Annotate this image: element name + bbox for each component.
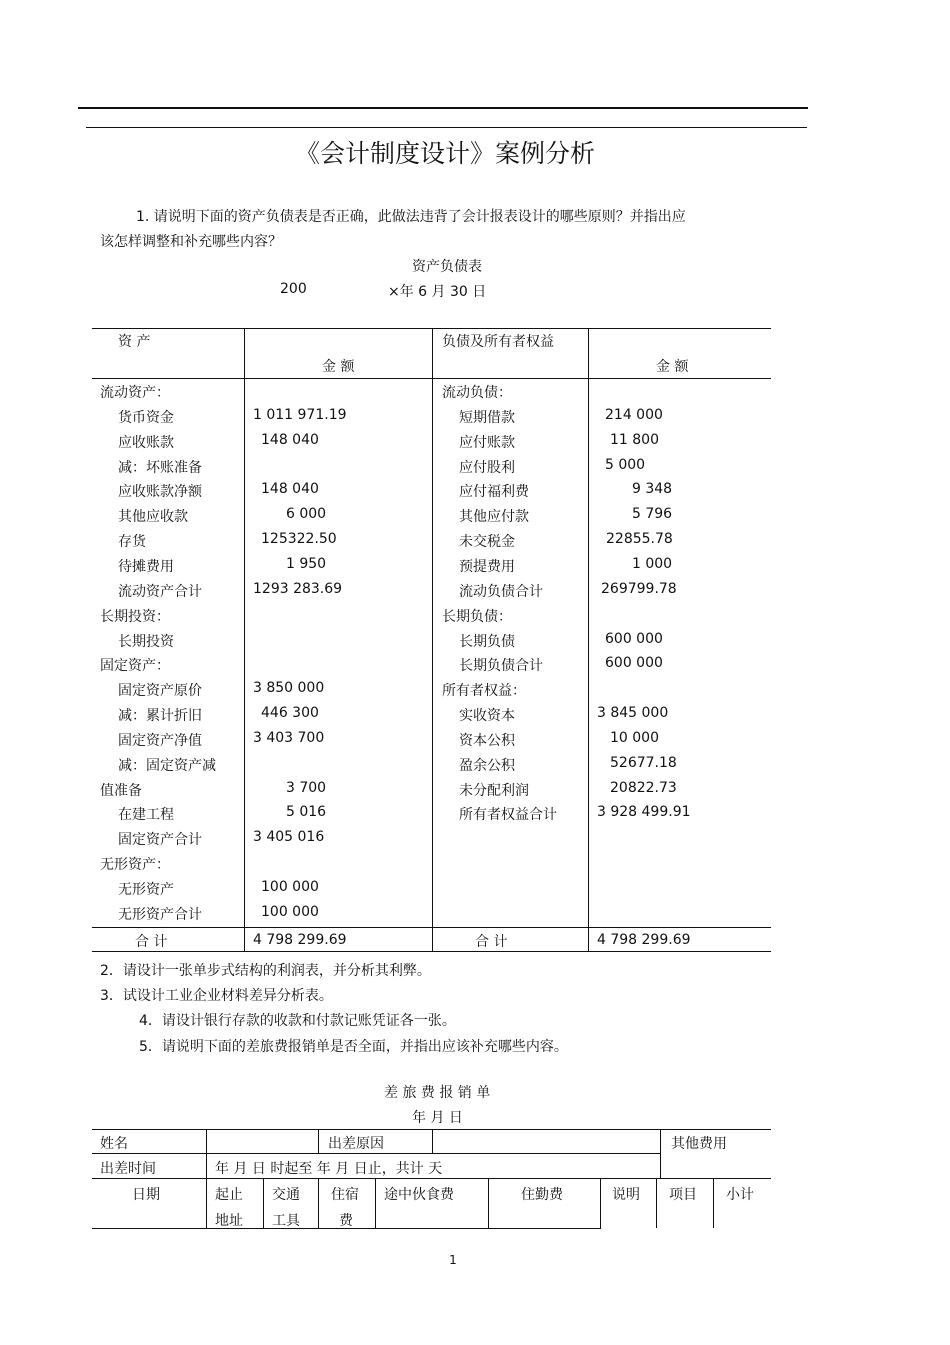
- tf-vline-start: [263, 1178, 264, 1228]
- bs-asset-label: 减：固定资产减: [118, 758, 216, 774]
- bs-asset-label: 在建工程: [118, 807, 174, 823]
- tf-col-date: 日期: [132, 1187, 160, 1203]
- bs-total-liabilities-value: 4 798 299.69: [597, 932, 691, 948]
- bs-bottom-border: [92, 951, 771, 952]
- bs-asset-label: 固定资产原价: [118, 683, 202, 699]
- travel-form-title: 差 旅 费 报 销 单: [384, 1085, 491, 1101]
- bs-asset-label: 货币资金: [118, 410, 174, 426]
- tf-vline-note: [656, 1178, 657, 1228]
- balance-sheet-title: 资产负债表: [412, 259, 482, 275]
- tf-col-lodge-1: 住宿: [331, 1187, 359, 1203]
- bs-asset-label: 无形资产：: [100, 857, 170, 873]
- bs-liability-label: 其他应付款: [459, 509, 529, 525]
- tf-col-lodge-2: 费: [339, 1213, 353, 1229]
- tf-vline-lodge: [375, 1178, 376, 1228]
- tf-vline-other: [660, 1129, 661, 1179]
- question-2: 2．请设计一张单步式结构的利润表，并分析其利弊。: [100, 963, 431, 979]
- header-rule-top: [78, 107, 808, 109]
- tf-col-start-2: 地址: [215, 1213, 243, 1229]
- bs-liability-value: 22855.78: [606, 531, 673, 547]
- bs-liability-label: 长期负债合计: [459, 658, 543, 674]
- question-5: 5．请说明下面的差旅费报销单是否全面，并指出应该补充哪些内容。: [139, 1039, 568, 1055]
- bs-asset-label: 存货: [118, 534, 146, 550]
- bs-asset-label: 应收账款净额: [118, 484, 202, 500]
- bs-liability-label: 盈余公积: [459, 758, 515, 774]
- tf-row2-border: [92, 1178, 771, 1179]
- bs-liability-label: 应付账款: [459, 435, 515, 451]
- bs-asset-label: 无形资产: [118, 882, 174, 898]
- tf-vline-date: [206, 1178, 207, 1228]
- bs-liability-label: 流动负债：: [442, 385, 512, 401]
- bs-asset-label: 应收账款: [118, 435, 174, 451]
- travel-form-date: 年 月 日: [412, 1110, 463, 1126]
- bs-liability-value: 9 348: [632, 481, 673, 497]
- bs-asset-value: 446 300: [261, 705, 319, 721]
- tf-vline-time: [206, 1153, 207, 1178]
- tf-col-start-1: 起止: [215, 1187, 243, 1203]
- tf-name-label: 姓名: [100, 1136, 128, 1152]
- bs-col-divider-1: [244, 328, 245, 951]
- bs-asset-label: 固定资产净值: [118, 733, 202, 749]
- bs-asset-label: 流动资产合计: [118, 584, 202, 600]
- tf-vline-name-field: [318, 1129, 319, 1153]
- balance-sheet-date-year: 200: [280, 281, 307, 297]
- page-title: 《会计制度设计》案例分析: [294, 139, 595, 168]
- tf-col-item: 项目: [669, 1187, 697, 1203]
- tf-col-trans-2: 工具: [272, 1213, 300, 1229]
- bs-liability-value: 52677.18: [610, 755, 677, 771]
- bs-liability-label: 所有者权益合计: [459, 807, 557, 823]
- bs-asset-label: 流动资产：: [100, 385, 170, 401]
- bs-liability-label: 未分配利润: [459, 783, 529, 799]
- bs-liability-label: 实收资本: [459, 708, 515, 724]
- tf-col-subtotal: 小计: [726, 1187, 754, 1203]
- header-rule-second: [86, 127, 807, 128]
- bs-header-liabilities: 负债及所有者权益: [442, 334, 554, 350]
- bs-asset-label: 长期投资: [118, 634, 174, 650]
- tf-col-duty: 住勤费: [521, 1187, 563, 1203]
- bs-liability-value: 5 000: [605, 457, 646, 473]
- bs-header-assets: 资 产: [118, 334, 151, 350]
- bs-asset-value: 3 850 000: [253, 680, 325, 696]
- bs-liability-value: 11 800: [610, 432, 659, 448]
- bs-liability-label: 应付福利费: [459, 484, 529, 500]
- tf-other-fees-label: 其他费用: [671, 1136, 727, 1152]
- tf-row1-border: [92, 1153, 661, 1154]
- bs-liability-value: 214 000: [605, 407, 663, 423]
- page-number: 1: [449, 1253, 457, 1267]
- bs-asset-value: 3 405 016: [253, 829, 325, 845]
- bs-asset-value: 5 016: [286, 804, 327, 820]
- bs-asset-label: 长期投资：: [100, 609, 170, 625]
- bs-liability-label: 长期负债：: [442, 609, 512, 625]
- tf-vline-duty: [600, 1178, 601, 1228]
- tf-reason-label: 出差原因: [328, 1136, 384, 1152]
- tf-time-label: 出差时间: [100, 1161, 156, 1177]
- bs-col-divider-2: [432, 328, 433, 951]
- bs-asset-value: 1 011 971.19: [253, 407, 347, 423]
- bs-asset-value: 6 000: [286, 506, 327, 522]
- question-3: 3．试设计工业企业材料差异分析表。: [100, 988, 333, 1004]
- bs-asset-label: 减：坏账准备: [118, 460, 202, 476]
- bs-total-liabilities-label: 合 计: [475, 934, 508, 950]
- bs-asset-value: 148 040: [261, 432, 319, 448]
- bs-liability-value: 20822.73: [610, 780, 677, 796]
- tf-time-text: 年 月 日 时起至 年 月 日止，共计 天: [215, 1161, 443, 1177]
- bs-liability-label: 应付股利: [459, 460, 515, 476]
- bs-liability-value: 10 000: [610, 730, 659, 746]
- bs-liability-label: 资本公积: [459, 733, 515, 749]
- tf-vline-item: [713, 1178, 714, 1228]
- bs-liability-value: 600 000: [605, 655, 663, 671]
- tf-vline-reason: [432, 1129, 433, 1153]
- bs-liability-value: 3 928 499.91: [597, 804, 691, 820]
- tf-col-meal: 途中伙食费: [384, 1187, 454, 1203]
- tf-vline-meal: [488, 1178, 489, 1228]
- bs-asset-label: 值准备: [100, 783, 142, 799]
- bs-asset-label: 无形资产合计: [118, 907, 202, 923]
- bs-asset-value: 100 000: [261, 879, 319, 895]
- bs-asset-value: 3 403 700: [253, 730, 325, 746]
- bs-asset-label: 减：累计折旧: [118, 708, 202, 724]
- bs-liability-label: 流动负债合计: [459, 584, 543, 600]
- bs-header-amount-2: 金 额: [656, 359, 689, 375]
- bs-liability-label: 未交税金: [459, 534, 515, 550]
- bs-liability-value: 3 845 000: [597, 705, 669, 721]
- bs-asset-value: 1293 283.69: [253, 581, 343, 597]
- bs-header-amount-1: 金 额: [322, 359, 355, 375]
- bs-asset-label: 待摊费用: [118, 559, 174, 575]
- bs-liability-label: 所有者权益：: [442, 683, 526, 699]
- bs-asset-label: 固定资产：: [100, 658, 170, 674]
- bs-asset-label: 固定资产合计: [118, 832, 202, 848]
- bs-asset-label: 其他应收款: [118, 509, 188, 525]
- question-4: 4．请设计银行存款的收款和付款记账凭证各一张。: [139, 1013, 456, 1029]
- tf-col-trans-1: 交通: [272, 1187, 300, 1203]
- bs-asset-value: 125322.50: [261, 531, 337, 547]
- bs-liability-value: 600 000: [605, 631, 663, 647]
- bs-asset-value: 3 700: [286, 780, 327, 796]
- tf-vline-name: [206, 1129, 207, 1153]
- bs-col-divider-3: [588, 328, 589, 951]
- bs-liability-label: 长期负债: [459, 634, 515, 650]
- bs-liability-value: 269799.78: [601, 581, 677, 597]
- bs-liability-label: 短期借款: [459, 410, 515, 426]
- bs-liability-value: 1 000: [632, 556, 673, 572]
- question-1-line-2: 该怎样调整和补充哪些内容？: [100, 234, 282, 250]
- bs-asset-value: 148 040: [261, 481, 319, 497]
- bs-liability-label: 预提费用: [459, 559, 515, 575]
- bs-asset-value: 100 000: [261, 904, 319, 920]
- bs-liability-value: 5 796: [632, 506, 673, 522]
- balance-sheet-date: ×年 6 月 30 日: [388, 284, 487, 300]
- bs-total-assets-label: 合 计: [135, 934, 168, 950]
- tf-col-note: 说明: [612, 1187, 640, 1203]
- tf-vline-trans: [318, 1178, 319, 1228]
- bs-total-assets-value: 4 798 299.69: [253, 932, 347, 948]
- bs-asset-value: 1 950: [286, 556, 327, 572]
- question-1-line-1: 1. 请说明下面的资产负债表是否正确，此做法违背了会计报表设计的哪些原则？并指出应: [136, 209, 686, 225]
